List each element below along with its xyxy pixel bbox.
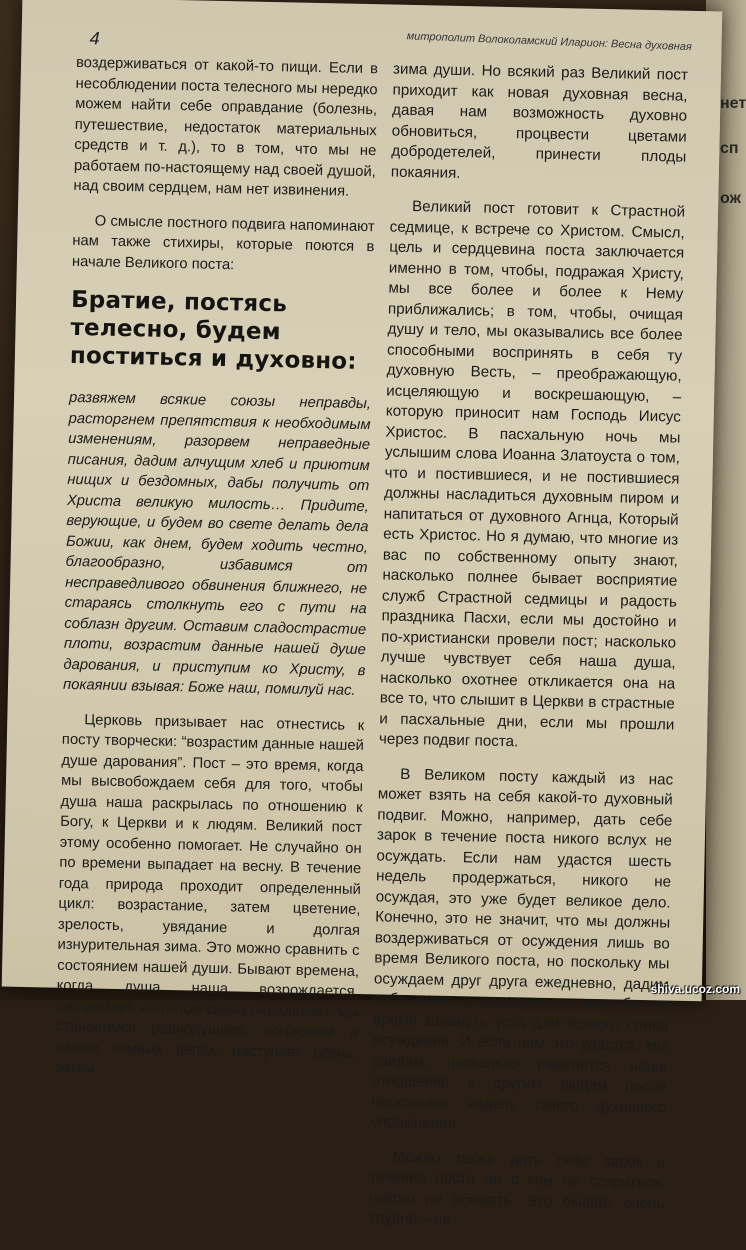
paragraph: О смысле постного подвига напоминают нам также стихиры, которые поются в начале Великого поста:: [71, 212, 375, 273]
paragraph: воздерживаться от какой-то пищи. Если в несоблюдении поста телесного мы нередко можем найти себе оправдание (болезнь, путешествие, недостаток материальных средств и т. д.), то в том, что мы не работаем по-настоящему над своей душой, над своим сердцем, нам нет извинения.: [73, 54, 379, 200]
paragraph: зима души. Но всякий раз Великий пост приходит как новая духовная весна, давая нам возможность духовно обновиться, процвести цветами добродетелей, принести плоды покаяния.: [390, 60, 689, 182]
watermark-text: shiva.ucoz.com: [650, 982, 740, 996]
paragraph: Церковь призывает нас отнестись к посту творчески: “возрастим данные нашей душе дарования”. Пост – это время, когда мы высвобождаем себя для того, чтобы душа наша раскрылась по отношению к Богу, к Церкви и к людям. Великий пост этому особенно помогает. Не случайно он по времени выпадает на весну. В течение года природа проходит определенный цикл: возрастание, затем цветение, зрелость, увядание и долгая изнурительная зима. Это можно сравнить с состоянием нашей души. Бывают времена, когда душа наша возрождается, расцветает, но потом снова охладевает, мы становимся равнодушнее, погрязаем в наших земных делах: наступает осень, затем: [54, 711, 365, 1077]
quoted-hymn: развяжем всякие союзы неправды, расторгнем препятствия к необходимым изменениям, разорвем неправедные писания, дадим алчущим хлеб и приютим нищих и бездомных, дабы получить от Христа великую милость… Придите, верующие, и будем во свете делать дела Божии, как днем, будем ходить честно, благообразно, избавимся от несправедливого обвинения ближнего, не стараясь столкнуть его с пути на соблазн другим. Оставим сладострастие плоти, возрастим данные нашей душе дарования, и приступим ко Христу, в покаянии взывая: Боже наш, помилуй нас.: [62, 389, 372, 699]
paragraph: В Великом посту каждый из нас может взять на себя какой-то духовный подвиг. Можно, например, дать себе зарок в течение поста никого вслух не осуждать. Если нам удастся шесть недель продержаться, никого не осуждая, это уже будет великое дело. Конечно, это не значит, что мы должны воздерживаться от осуждения лишь во время Великого поста, но поскольку мы осуждаем друг друга ежедневно, дадим себе шанс и возможность хотя бы на время замкнуть уста для всякого слова осуждения. И если нам это удастся, мы увидим, насколько изменится наше отношение к другим людям после нескольких недель такого духовного упражнения.: [370, 765, 674, 1133]
paragraph: Великий пост готовит к Страстной седмице, к встрече со Христом. Смысл, цель и сердцевина поста заключается именно в том, чтобы, подражая Христу, мы все более и более к Нему приближались; в том, чтобы, очищая душу и тело, мы оказывались все более способными воспринять в себя ту духовную Весть, – преображающую, исцеляющую и воскрешающую, – которую приносит нам Господь Иисус Христос. В пасхальную ночь мы услышим слова Иоанна Златоуста о том, что и постившиеся, и не постившиеся должны насладиться духовным пиром и напитаться от духовного Агнца, Который есть Христос. Но я думаю, что многие из вас по собственному опыту знают, насколько полнее бывает восприятие служб Страстной седмицы и радость праздника Пасхи, если мы достойно и по-христиански провели пост; насколько лучше чувствует себя наша душа, насколько охотнее откликается она на все то, что слышит в Церкви в страстные и пасхальные дни, если мы прошли через подвиг поста.: [378, 197, 686, 751]
adjacent-page-fragment: ож: [720, 190, 741, 207]
page-number: 4: [89, 28, 100, 49]
running-head: митрополит Волоколамский Иларион: Весна духовная: [406, 30, 692, 54]
left-column: [55, 53, 379, 1099]
right-column: [368, 60, 688, 1249]
paragraph: Можно также дать себе зарок в течение поста ни с кем не ссориться, никого не обижать. Это бывает очень трудно – не: [368, 1148, 666, 1229]
adjacent-page-fragment: сп: [720, 140, 739, 157]
book-page: [2, 0, 723, 1229]
adjacent-page-fragment: нет: [720, 95, 746, 112]
section-heading: Братие, постясь телесно, будем поститься и духовно:: [69, 286, 357, 375]
